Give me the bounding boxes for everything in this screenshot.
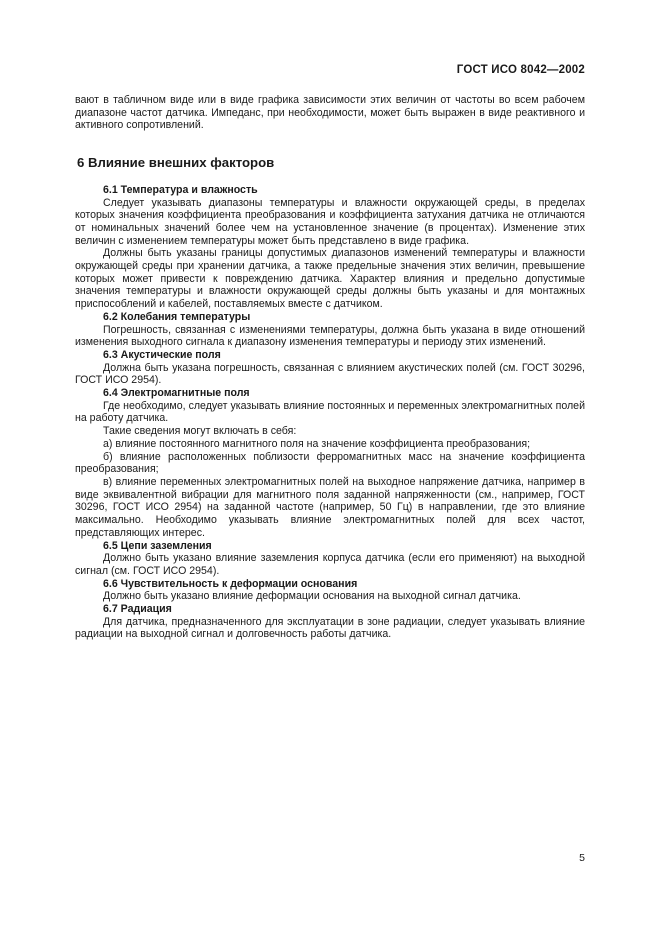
subsection-title-6-1: 6.1 Температура и влажность (103, 183, 258, 196)
paragraph: Должна быть указана погрешность, связанная с влиянием акустических полей (см. ГОСТ 30296, ГОСТ ИСО 2954). (75, 361, 585, 387)
paragraph: Погрешность, связанная с изменениями температуры, должна быть указана в виде отношений изменения выходного сигнала к диапазону изменения температуры и периоду этих изменений. (75, 323, 585, 349)
subsection-title-6-3: 6.3 Акустические поля (103, 348, 221, 361)
paragraph: Такие сведения могут включать в себя: (103, 425, 297, 438)
subsection-title-6-5: 6.5 Цепи заземления (103, 539, 212, 552)
subsection-title-6-6: 6.6 Чувствительность к деформации основания (103, 577, 358, 590)
paragraph: Должно быть указано влияние деформации основания на выходной сигнал датчика. (103, 590, 521, 603)
intro-paragraph: вают в табличном виде или в виде графика зависимости этих величин от частоты во всем рабочем диапазоне частот датчика. Импеданс, при необходимости, может быть выражен в виде реактивного и активного сопротивлений. (75, 94, 585, 132)
paragraph: Где необходимо, следует указывать влияние постоянных и переменных электромагнитных полей на работу датчика. (75, 399, 585, 425)
paragraph: Для датчика, предназначенного для эксплуатации в зоне радиации, следует указывать влияние радиации на выходной сигнал и долговечность работы датчика. (75, 615, 585, 641)
paragraph: Должно быть указано влияние заземления корпуса датчика (если его применяют) на выходной сигнал (см. ГОСТ ИСО 2954). (75, 552, 585, 577)
list-item: а) влияние постоянного магнитного поля на значение коэффициента преобразования; (103, 437, 531, 450)
list-item: б) влияние расположенных поблизости ферромагнитных масс на значение коэффициента преобразования; (75, 450, 585, 476)
list-item: в) влияние переменных электромагнитных полей на выходное напряжение датчика, например в виде эквивалентной вибрации для магнитного поля заданной напряженности (см., например, ГОСТ 30296, ГОСТ ИСО 2954) на заданной частоте (например, 50 Гц) в направлении, где это влияние максимально. Необходимо указывать влияние электромагнитных полей для всех частот, представляющих интерес. (75, 475, 585, 539)
page-number: 5 (579, 852, 585, 864)
paragraph: Должны быть указаны границы допустимых диапазонов изменений температуры и влажности окружающей среды при хранении датчика, а также предельные значения этих величин, превышение которых может привести к повреждению датчика. Характер влияния и предельно допустимые значения температуры и влажности окружающей среды должны быть указаны и для монтажных приспособлений и кабелей, поставляемых вместе с датчиком. (75, 247, 585, 311)
document-code-header: ГОСТ ИСО 8042—2002 (456, 64, 585, 76)
subsection-title-6-4: 6.4 Электромагнитные поля (103, 387, 250, 400)
section-title: 6 Влияние внешних факторов (77, 155, 275, 171)
subsection-title-6-7: 6.7 Радиация (103, 603, 172, 616)
paragraph: Следует указывать диапазоны температуры и влажности окружающей среды, в пределах которых значения коэффициента преобразования и коэффициента затухания датчика не отличаются от номинальных значений более чем на установленное значение (в процентах). Изменение этих величин с изменением температуры может быть представлено в виде графика. (75, 196, 585, 247)
page-content (75, 94, 585, 641)
subsection-title-6-2: 6.2 Колебания температуры (103, 310, 251, 323)
